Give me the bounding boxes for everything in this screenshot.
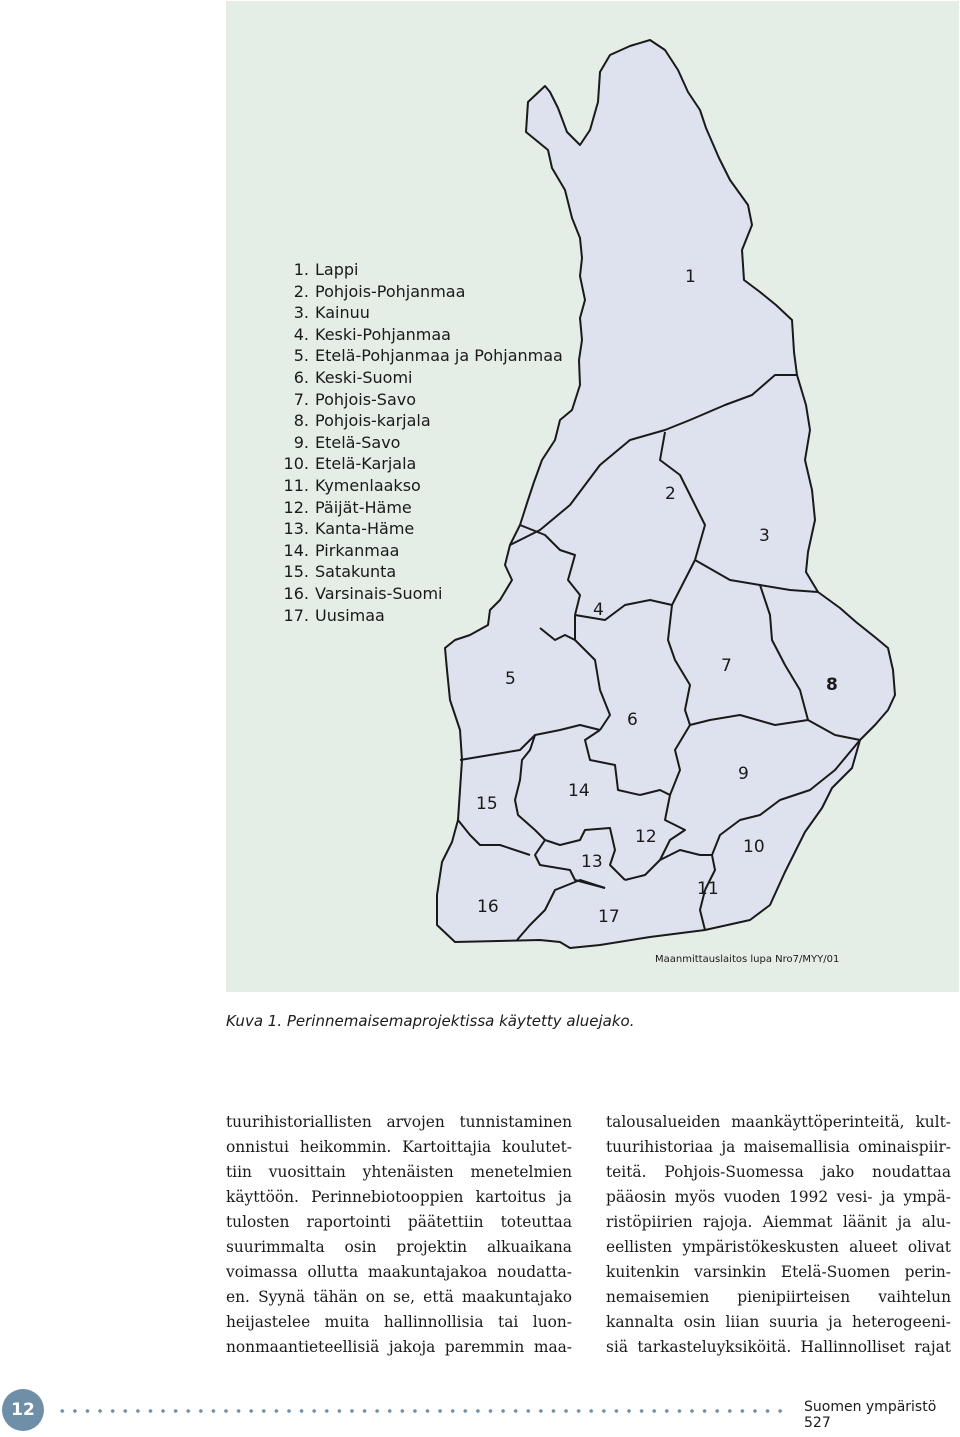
- text-line: en. Syynä tähän on se, että maakuntajako: [226, 1288, 572, 1306]
- map-label-13: 13: [581, 852, 603, 872]
- legend-item: 2. Pohjois-Pohjanmaa: [293, 281, 466, 301]
- text-line: ristöpiirien rajoja. Aiemmat läänit ja alu-: [606, 1213, 951, 1231]
- legend-item: 17. Uusimaa: [283, 605, 385, 625]
- legend-item: 4. Keski-Pohjanmaa: [293, 324, 451, 344]
- map-label-1: 1: [685, 267, 696, 287]
- text-line: tuurihistoriaa ja maisemallisia ominaispiir-: [606, 1138, 951, 1156]
- map-label-16: 16: [477, 897, 499, 917]
- map-label-5: 5: [505, 669, 516, 689]
- text-line: eellisten ympäristökeskusten alueet olivat: [606, 1238, 951, 1256]
- legend-item: 11. Kymenlaakso: [283, 475, 421, 495]
- map-label-9: 9: [738, 764, 749, 784]
- map-label-11: 11: [697, 879, 719, 899]
- map-label-4: 4: [593, 600, 604, 620]
- publication-series: Suomen ympäristö 527: [804, 1399, 937, 1431]
- text-line: tulosten raportointi päätettiin toteuttaa: [226, 1213, 572, 1231]
- text-line: nonmaantieteellisiä jakoja paremmin maa-: [226, 1338, 572, 1356]
- text-line: tuurihistoriallisten arvojen tunnistaminen: [226, 1113, 572, 1131]
- text-line: nemaisemien pienipiirteisen vaihtelun: [606, 1288, 951, 1306]
- text-line: pääosin myös vuoden 1992 vesi- ja ympä-: [606, 1188, 951, 1206]
- map-label-2: 2: [665, 484, 676, 504]
- map-label-15: 15: [476, 794, 498, 814]
- map-credit: Maanmittauslaitos lupa Nro7/MYY/01: [655, 954, 840, 965]
- map-label-3: 3: [759, 526, 770, 546]
- text-line: onnistui heikommin. Kartoittajia koulutet-: [226, 1138, 572, 1156]
- legend-item: 1. Lappi: [293, 260, 359, 279]
- legend-item: 9. Etelä-Savo: [293, 432, 401, 452]
- map-label-8: 8: [826, 675, 838, 695]
- text-line: tiin vuosittain yhtenäisten menetelmien: [226, 1163, 572, 1181]
- text-line: käyttöön. Perinnebiotooppien kartoitus ja: [226, 1188, 572, 1206]
- page-number-badge: 12: [2, 1389, 44, 1431]
- legend-item: 8. Pohjois-karjala: [293, 411, 431, 431]
- legend-item: 12. Päijät-Häme: [283, 497, 412, 517]
- legend-item: 3. Kainuu: [293, 303, 370, 323]
- body-text-left-column: [226, 1110, 572, 1360]
- text-line: heijastelee muita hallinnollisia tai luon-: [226, 1313, 572, 1331]
- map-label-12: 12: [635, 827, 657, 847]
- legend-item: 16. Varsinais-Suomi: [283, 583, 443, 603]
- text-line: siä tarkasteluyksiköitä. Hallinnolliset rajat: [606, 1338, 951, 1356]
- text-line: kannalta osin liian suuria ja heterogeeni-: [606, 1313, 951, 1331]
- map-label-17: 17: [598, 907, 620, 927]
- legend-item: 10. Etelä-Karjala: [283, 454, 417, 474]
- legend-item: 14. Pirkanmaa: [283, 540, 400, 560]
- legend-item: 13. Kanta-Häme: [283, 519, 415, 539]
- text-line: teitä. Pohjois-Suomessa jako noudattaa: [606, 1163, 951, 1181]
- page-footer: [0, 1385, 960, 1437]
- dotted-rule: [56, 1409, 786, 1413]
- region-legend: [276, 259, 563, 626]
- legend-item: 15. Satakunta: [283, 562, 397, 582]
- text-line: talousalueiden maankäyttöperinteitä, kult-: [606, 1113, 951, 1131]
- figure-caption: Kuva 1. Perinnemaisemaprojektissa käytetty aluejako.: [226, 1012, 635, 1030]
- map-label-6: 6: [627, 710, 638, 730]
- body-text-right-column: [606, 1110, 951, 1360]
- map-label-10: 10: [743, 837, 765, 857]
- legend-item: 7. Pohjois-Savo: [293, 389, 417, 409]
- map-label-14: 14: [568, 781, 590, 801]
- text-line: voimassa ollutta maakuntajakoa noudatta-: [226, 1263, 572, 1281]
- text-line: kuitenkin varsinkin Etelä-Suomen perin-: [606, 1263, 951, 1281]
- legend-item: 6. Keski-Suomi: [293, 367, 413, 387]
- map-label-7: 7: [721, 656, 732, 676]
- legend-item: 5. Etelä-Pohjanmaa ja Pohjanmaa: [293, 346, 563, 366]
- text-line: suurimmalta osin projektin alkuaikana: [226, 1238, 572, 1256]
